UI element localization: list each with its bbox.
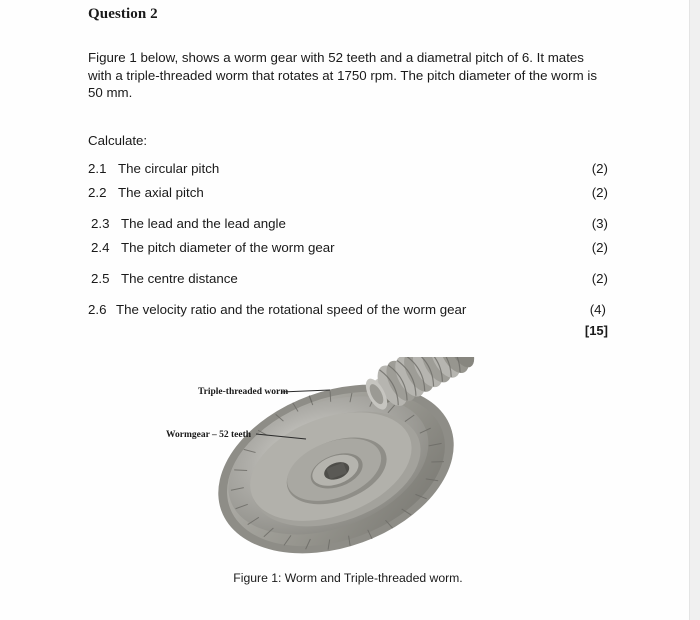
- item-number: 2.1: [88, 160, 107, 176]
- figure-label-worm: Triple-threaded worm: [198, 386, 289, 397]
- calculate-label: Calculate:: [88, 132, 148, 148]
- item-marks: (3): [591, 215, 608, 231]
- total-marks-value: [15]: [584, 322, 608, 338]
- question-intro-paragraph: Figure 1 below, shows a worm gear with 52 teeth and a diametral pitch of 6. It mates with a triple-threaded worm that rotates at 1750 rpm. The pitch diameter of the worm is 50 mm.: [88, 50, 597, 100]
- list-item: [88, 184, 608, 201]
- item-number: 2.4: [91, 239, 110, 255]
- item-text: The centre distance: [121, 270, 238, 286]
- list-item: [88, 301, 608, 318]
- item-number: 2.3: [91, 215, 110, 231]
- item-text: The axial pitch: [118, 184, 204, 200]
- item-text: The pitch diameter of the worm gear: [121, 239, 335, 255]
- list-item: [88, 270, 608, 287]
- item-text: The circular pitch: [118, 160, 220, 176]
- item-marks: (4): [589, 301, 606, 317]
- list-item: [88, 215, 608, 232]
- item-marks: (2): [591, 160, 608, 176]
- item-number: 2.6: [88, 301, 107, 317]
- figure-1: [88, 357, 608, 557]
- item-text: The lead and the lead angle: [121, 215, 286, 231]
- document-content: [88, 0, 608, 585]
- page-title: Question 2: [88, 6, 158, 22]
- figure-label-wormgear: Wormgear – 52 teeth: [166, 429, 252, 440]
- item-number: 2.5: [91, 270, 110, 286]
- item-number: 2.2: [88, 184, 107, 200]
- item-marks: (2): [591, 184, 608, 200]
- item-text: The velocity ratio and the rotational speed of the worm gear: [116, 301, 467, 317]
- figure-caption: Figure 1: Worm and Triple-threaded worm.: [233, 570, 463, 585]
- item-marks: (2): [591, 270, 608, 286]
- item-marks: (2): [591, 239, 608, 255]
- total-marks: [88, 323, 608, 339]
- worm-gear-illustration: [88, 357, 608, 557]
- page-right-edge: [689, 0, 700, 620]
- list-item: [88, 160, 608, 177]
- question-items-list: [88, 160, 608, 339]
- list-item: [88, 239, 608, 256]
